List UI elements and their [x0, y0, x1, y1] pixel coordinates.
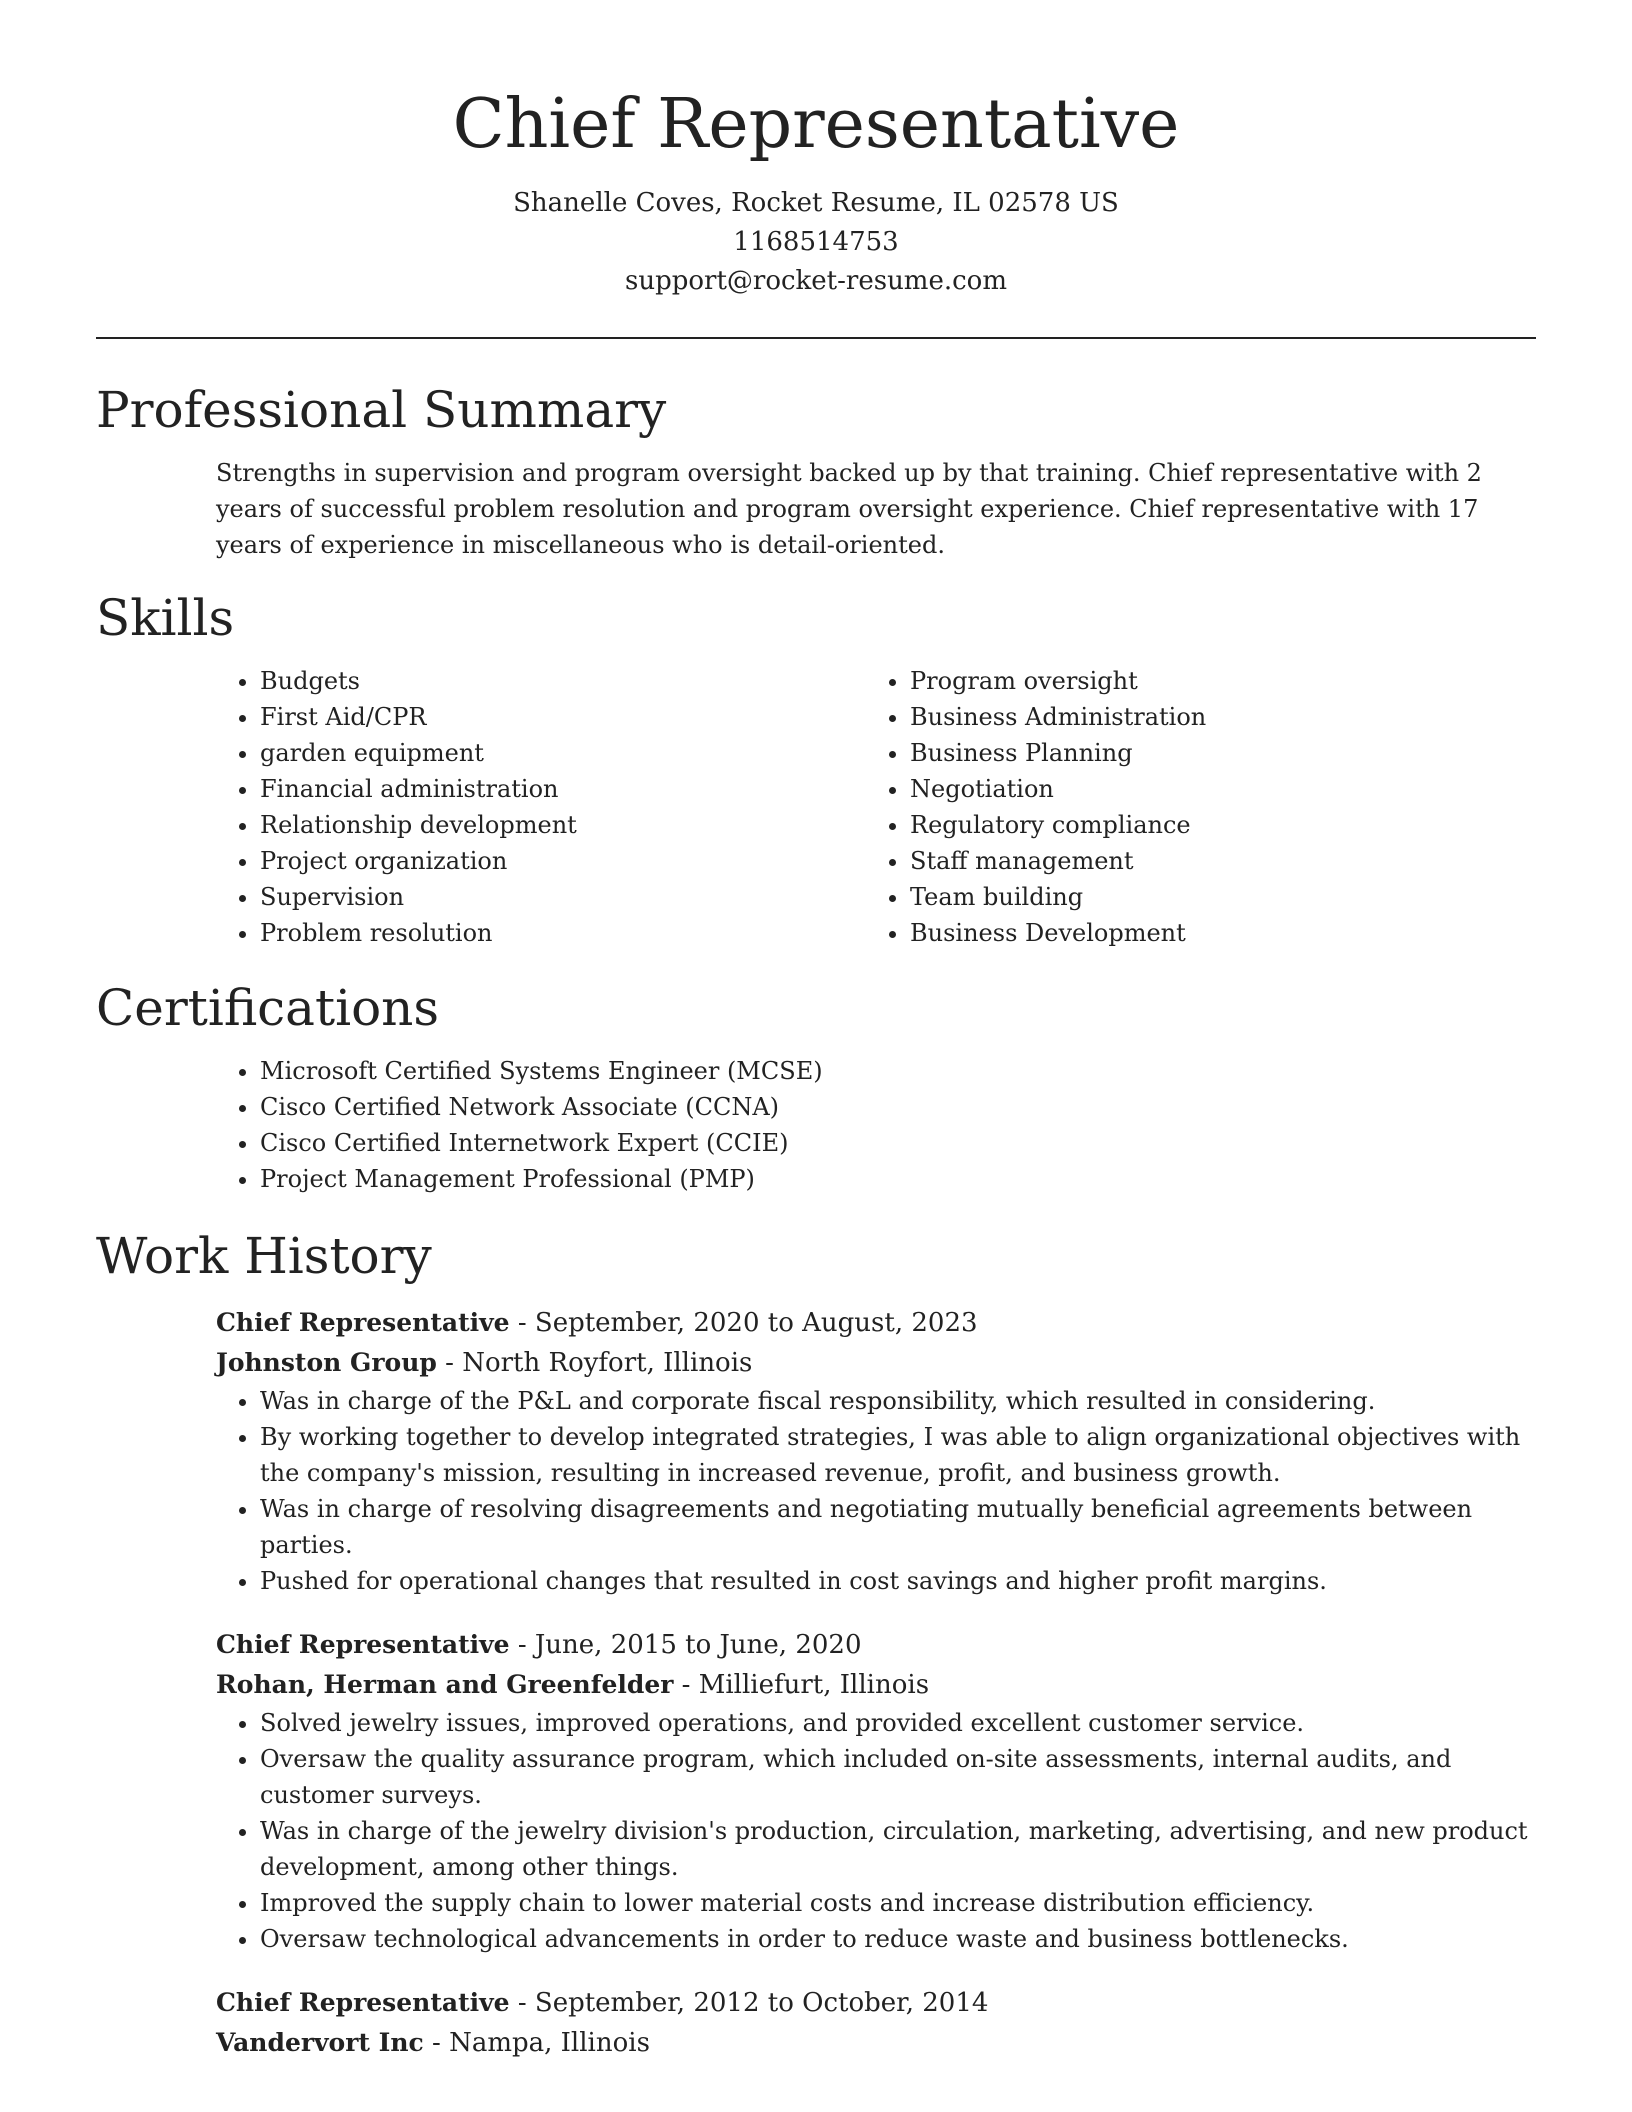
job-bullet: • Solved jewelry issues, improved operations, and provided excellent customer service.: [260, 1705, 1536, 1741]
skill-item: • Negotiation: [910, 771, 1516, 807]
summary-text: Strengths in supervision and program oversight backed up by that training. Chief representative with 2 years of successful problem resolution and program oversight experience. Chief representative with 17 years of experience in miscellaneous who is detail-oriented.: [216, 459, 1482, 559]
skill-item: • Financial administration: [260, 771, 866, 807]
skill-item: • Problem resolution: [260, 915, 866, 951]
job-role: Chief Representative: [216, 1988, 510, 2017]
work-history-heading: Work History: [96, 1227, 432, 1285]
skill-item: • Staff management: [910, 843, 1516, 879]
job-bullet: • Was in charge of resolving disagreements and negotiating mutually beneficial agreements between parties.: [260, 1491, 1536, 1563]
skills-column-left: [216, 663, 866, 951]
resume-header: [96, 0, 1536, 301]
job-company-line: [216, 1665, 1536, 1705]
skill-item: • Relationship development: [260, 807, 866, 843]
job-bullet: • Oversaw the quality assurance program, which included on-site assessments, internal audits, and customer surveys.: [260, 1741, 1536, 1813]
skill-item: • Program oversight: [910, 663, 1516, 699]
job-company: Rohan, Herman and Greenfelder: [216, 1670, 674, 1699]
certifications-list: [216, 1053, 1536, 1197]
job-company: Johnston Group: [216, 1348, 437, 1377]
resume-page: [96, 0, 1536, 2063]
header-divider: [96, 337, 1536, 339]
skill-item: • Project organization: [260, 843, 866, 879]
job-location: - Milliefurt, Illinois: [673, 1670, 930, 1700]
job-bullets: [216, 1705, 1536, 1957]
job-bullet: • Was in charge of the P&L and corporate fiscal responsibility, which resulted in considering.: [260, 1383, 1536, 1419]
skill-item: • Business Development: [910, 915, 1516, 951]
skill-item: • Business Administration: [910, 699, 1516, 735]
job-role: Chief Representative: [216, 1308, 510, 1337]
skill-item: • Supervision: [260, 879, 866, 915]
job-title-line: [216, 1625, 1536, 1665]
skill-item: • garden equipment: [260, 735, 866, 771]
job-title-line: [216, 1983, 1536, 2023]
skills-list-left: [216, 663, 866, 951]
job-entry: [216, 1983, 1536, 2063]
job-dates: - September, 2012 to October, 2014: [509, 1988, 989, 2018]
job-dates: - June, 2015 to June, 2020: [509, 1630, 862, 1660]
contact-phone: 1168514753: [733, 227, 899, 257]
skill-item: • Regulatory compliance: [910, 807, 1516, 843]
summary-heading: Professional Summary: [96, 381, 667, 439]
work-history-list: [96, 1303, 1536, 2063]
certification-item: • Microsoft Certified Systems Engineer (MCSE): [260, 1053, 1536, 1089]
job-company-line: [216, 1343, 1536, 1383]
job-role: Chief Representative: [216, 1630, 510, 1659]
skill-item: • First Aid/CPR: [260, 699, 866, 735]
job-dates: - September, 2020 to August, 2023: [509, 1308, 978, 1338]
job-bullets: [216, 1383, 1536, 1599]
job-bullet: • Pushed for operational changes that resulted in cost savings and higher profit margins.: [260, 1563, 1536, 1599]
job-bullet: • Was in charge of the jewelry division's production, circulation, marketing, advertising, and new product development, among other things.: [260, 1813, 1536, 1885]
skills-list-right: [866, 663, 1516, 951]
job-location: - Nampa, Illinois: [423, 2028, 650, 2058]
job-company-line: [216, 2023, 1536, 2063]
certification-item: • Cisco Certified Network Associate (CCNA): [260, 1089, 1536, 1125]
job-bullet: • By working together to develop integrated strategies, I was able to align organizational objectives with the company's mission, resulting in increased revenue, profit, and business growth.: [260, 1419, 1536, 1491]
contact-email: support@rocket-resume.com: [624, 266, 1007, 296]
skills-heading: Skills: [96, 589, 235, 647]
resume-name: Chief Representative: [452, 85, 1180, 164]
skills-grid: [216, 663, 1536, 951]
job-bullet: • Improved the supply chain to lower material costs and increase distribution efficiency.: [260, 1885, 1536, 1921]
job-bullet: • Oversaw technological advancements in order to reduce waste and business bottlenecks.: [260, 1921, 1536, 1957]
job-entry: [216, 1303, 1536, 1599]
skill-item: • Team building: [910, 879, 1516, 915]
job-location: - North Royfort, Illinois: [436, 1348, 753, 1378]
contact-address: Shanelle Coves, Rocket Resume, IL 02578 US: [513, 188, 1119, 218]
job-entry: [216, 1625, 1536, 1957]
certification-item: • Project Management Professional (PMP): [260, 1161, 1536, 1197]
job-company: Vandervort Inc: [216, 2028, 424, 2057]
job-title-line: [216, 1303, 1536, 1343]
skill-item: • Budgets: [260, 663, 866, 699]
certification-item: • Cisco Certified Internetwork Expert (CCIE): [260, 1125, 1536, 1161]
contact-block: [96, 184, 1536, 301]
certifications-block: [216, 1053, 1536, 1197]
skill-item: • Business Planning: [910, 735, 1516, 771]
skills-column-right: [866, 663, 1516, 951]
certifications-heading: Certifications: [96, 979, 440, 1037]
